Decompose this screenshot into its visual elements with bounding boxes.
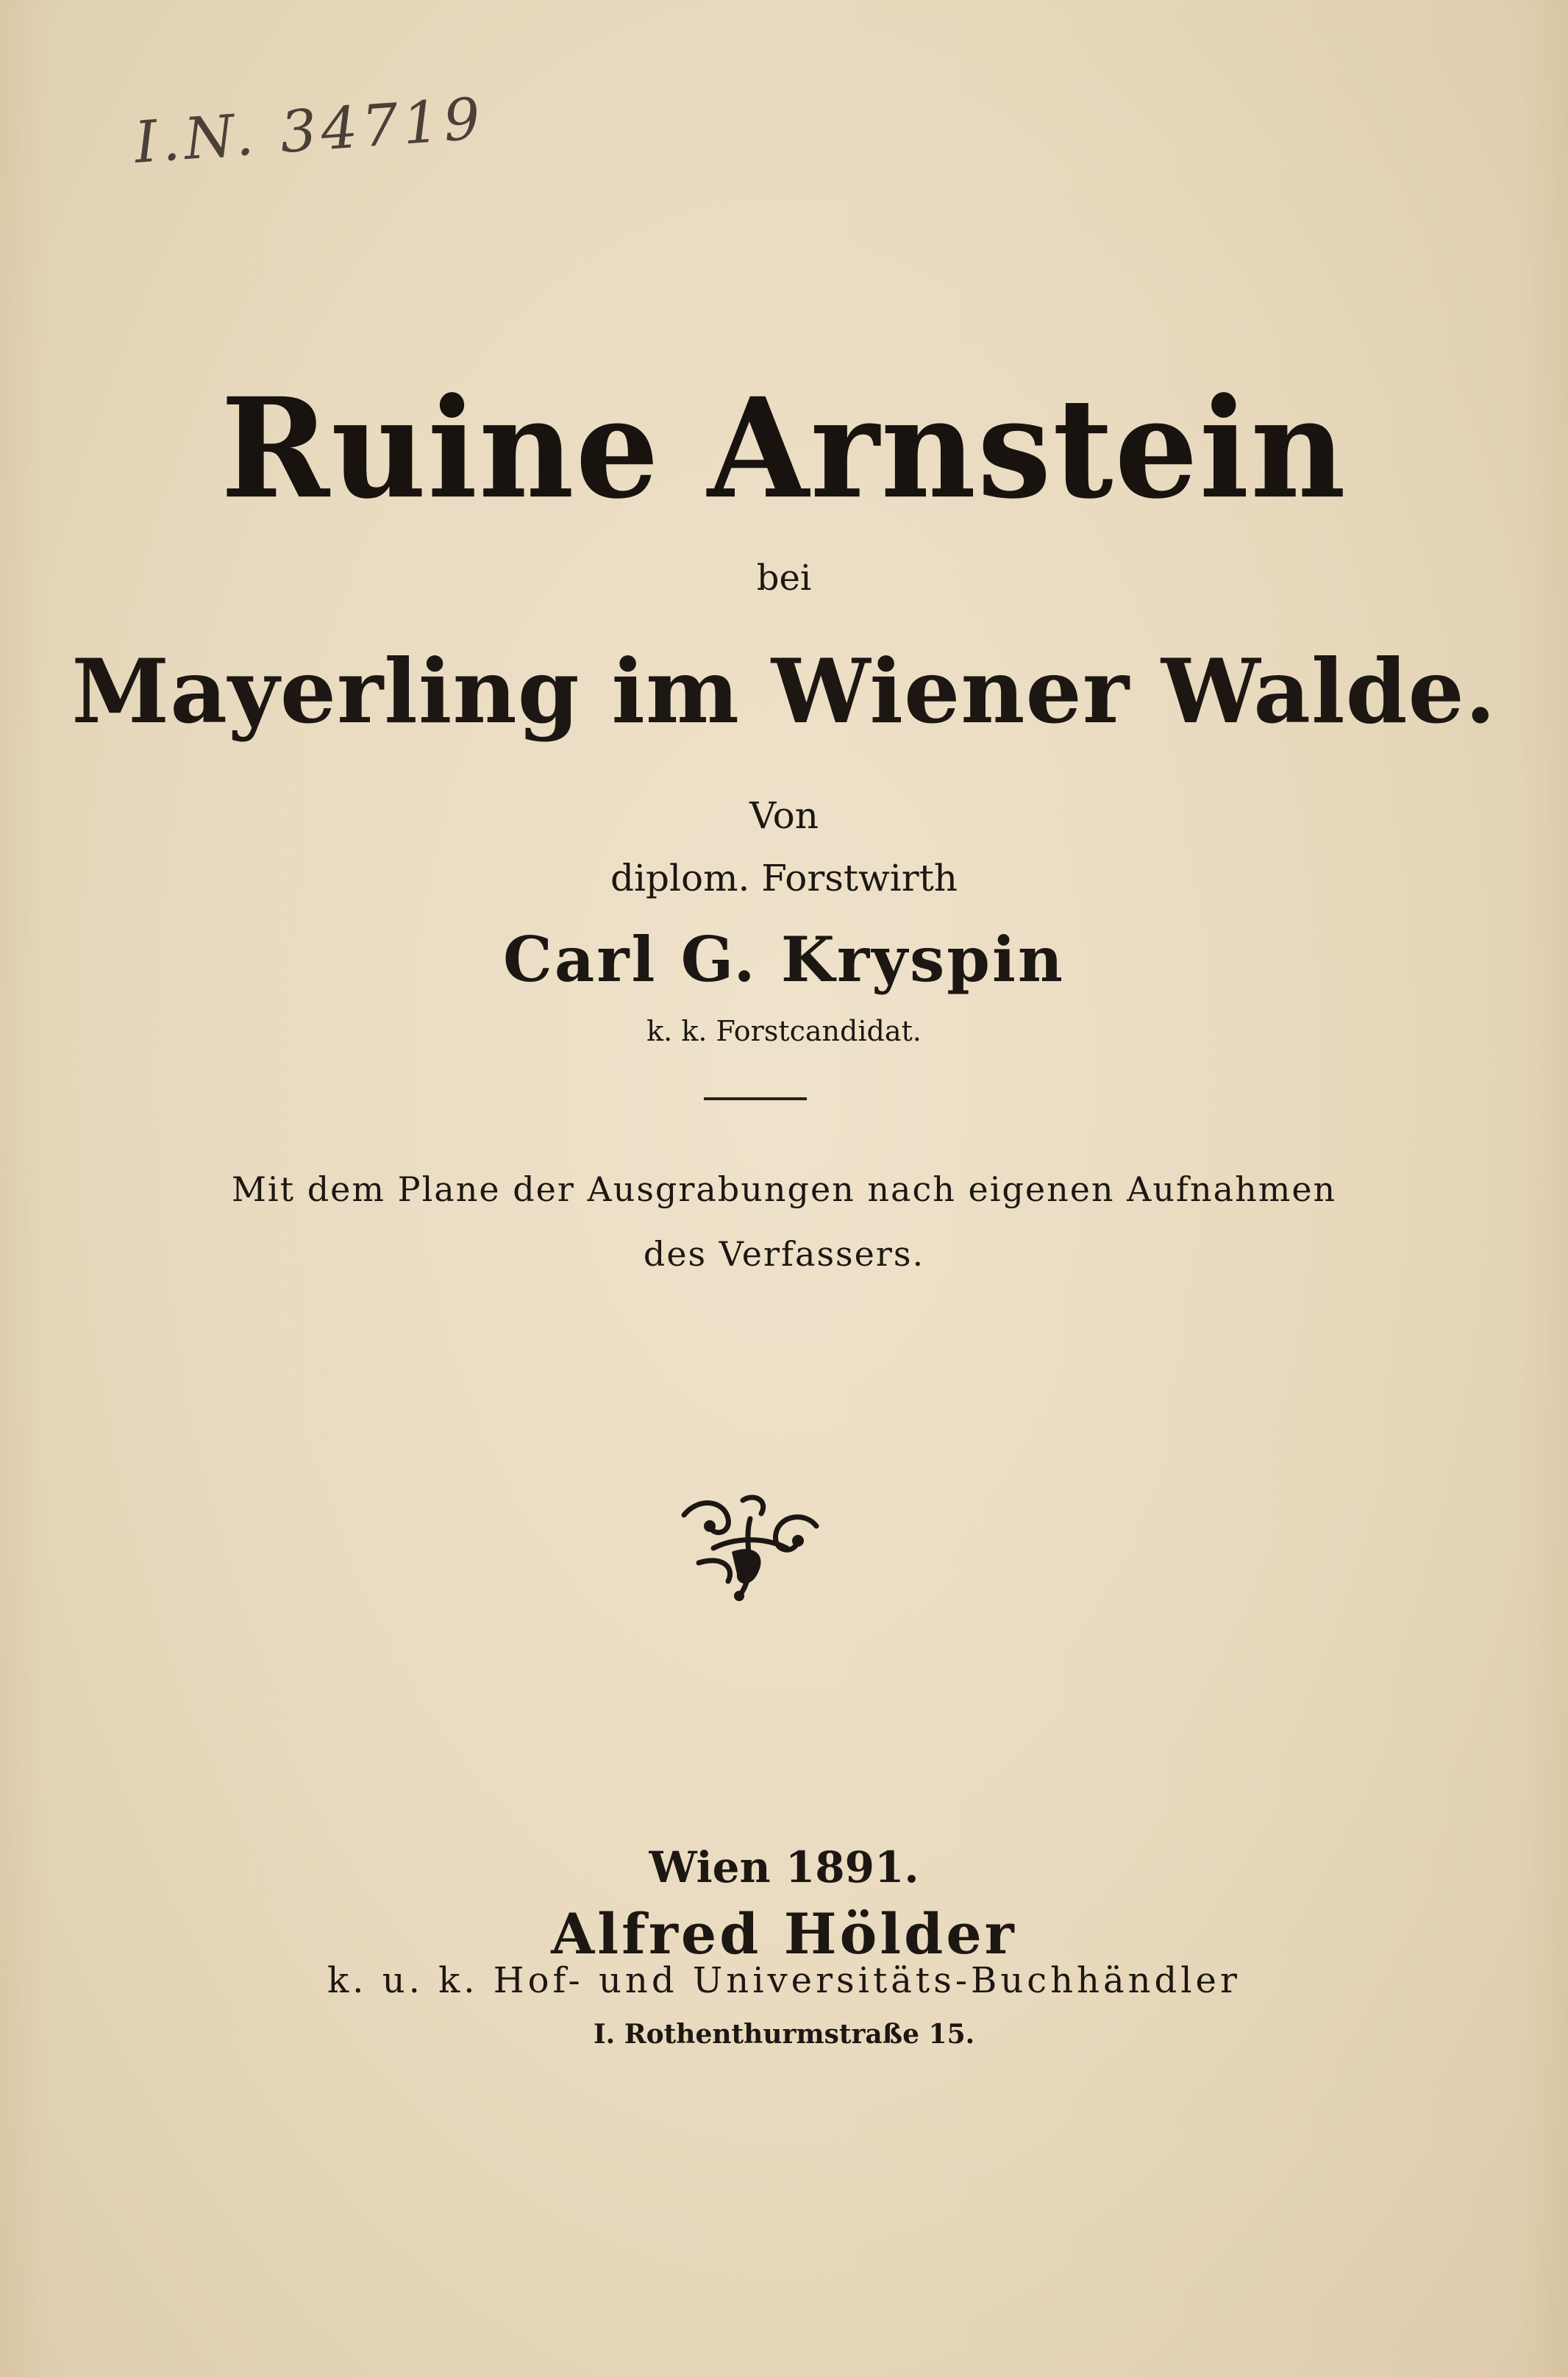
- printers-ornament-icon: [669, 1493, 831, 1603]
- divider-rule: [704, 1097, 807, 1100]
- title-connector: bei: [756, 557, 812, 599]
- handwritten-shelfmark: I.N. 34719: [132, 85, 487, 177]
- author-title: k. k. Forstcandidat.: [646, 1015, 922, 1047]
- plan-note-line-1: Mit dem Plane der Ausgrabungen nach eigenen Aufnahmen: [231, 1169, 1337, 1209]
- plan-note-line-2: des Verfassers.: [643, 1234, 925, 1274]
- book-title: Ruine Arnstein: [221, 367, 1347, 530]
- publisher-title: k. u. k. Hof- und Universitäts-Buchhändler: [327, 1960, 1241, 2001]
- book-subtitle: Mayerling im Wiener Walde.: [71, 640, 1497, 744]
- author-name: Carl G. Kryspin: [502, 923, 1065, 996]
- publisher-name: Alfred Hölder: [551, 1901, 1017, 1967]
- by-label: Von: [749, 794, 819, 837]
- author-profession: diplom. Forstwirth: [610, 857, 958, 899]
- publisher-address: I. Rothenthurmstraße 15.: [593, 2019, 975, 2050]
- imprint-place-year: Wien 1891.: [649, 1842, 919, 1892]
